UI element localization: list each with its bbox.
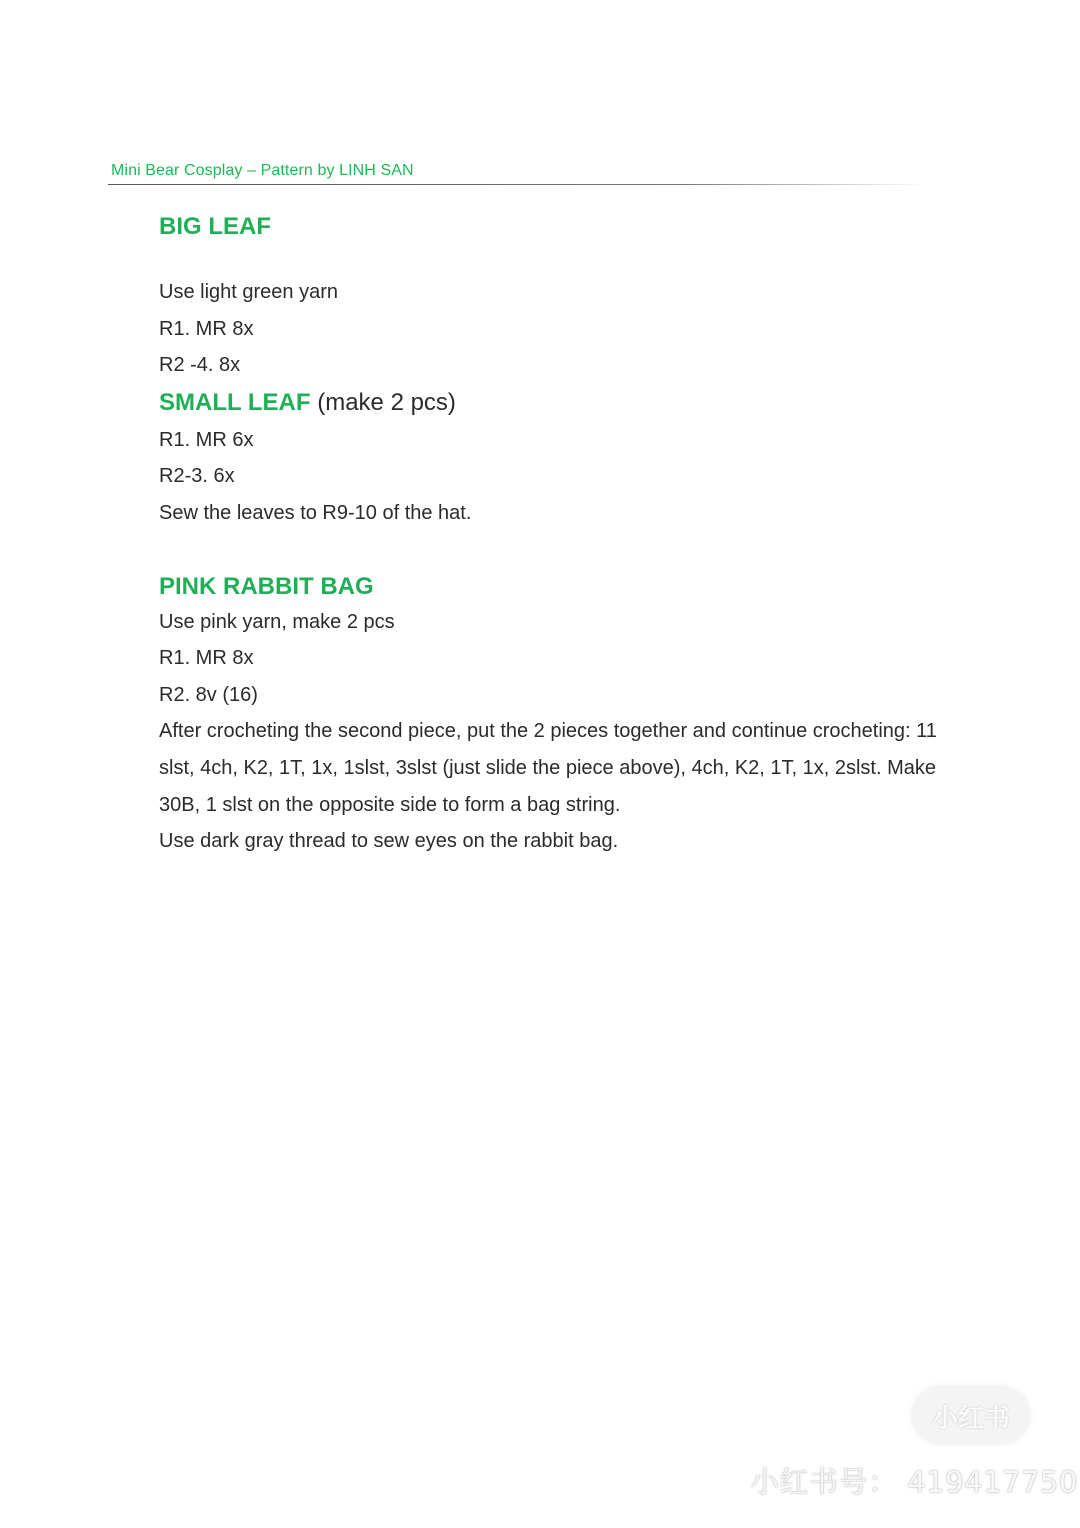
small-leaf-line: R1. MR 6x <box>159 428 254 451</box>
small-leaf-heading <box>159 384 959 422</box>
rabbit-bag-line: Use pink yarn, make 2 pcs <box>159 610 395 633</box>
document-body <box>159 210 959 860</box>
big-leaf-heading: BIG LEAF <box>159 213 271 240</box>
small-leaf-line: R2-3. 6x <box>159 465 235 488</box>
pink-rabbit-bag-heading: PINK RABBIT BAG <box>159 572 374 600</box>
rabbit-bag-line: R1. MR 8x <box>159 647 254 670</box>
big-leaf-line: R2 -4. 8x <box>159 354 241 377</box>
watermark-id: 小红书号： 419417750 <box>750 1465 1078 1499</box>
big-leaf-line: R1. MR 8x <box>159 317 254 340</box>
rabbit-bag-instructions: After crocheting the second piece, put the 2 pieces together and continue crocheting: 11 slst, 4ch, K2, 1T, 1x, 1slst, 3slst (just slide the piece above), 4ch, K2, 1T, 1x, 2slst. Make 30B, 1 slst on the opposite side to form a bag string. <box>159 720 937 816</box>
small-leaf-heading-label: SMALL LEAF <box>159 388 311 416</box>
rabbit-bag-line: R2. 8v (16) <box>159 683 258 706</box>
watermark-logo-text: 小红书 <box>931 1404 1010 1434</box>
big-leaf-line: Use light green yarn <box>159 281 338 303</box>
small-leaf-line: Sew the leaves to R9-10 of the hat. <box>159 501 472 524</box>
spacer <box>159 532 959 570</box>
rabbit-bag-line: Use dark gray thread to sew eyes on the rabbit bag. <box>159 830 619 853</box>
header-divider <box>108 184 928 185</box>
small-leaf-heading-suffix: (make 2 pcs) <box>310 388 456 416</box>
spacer <box>159 244 959 274</box>
page-header-title: Mini Bear Cosplay – Pattern by LINH SAN <box>111 162 414 179</box>
